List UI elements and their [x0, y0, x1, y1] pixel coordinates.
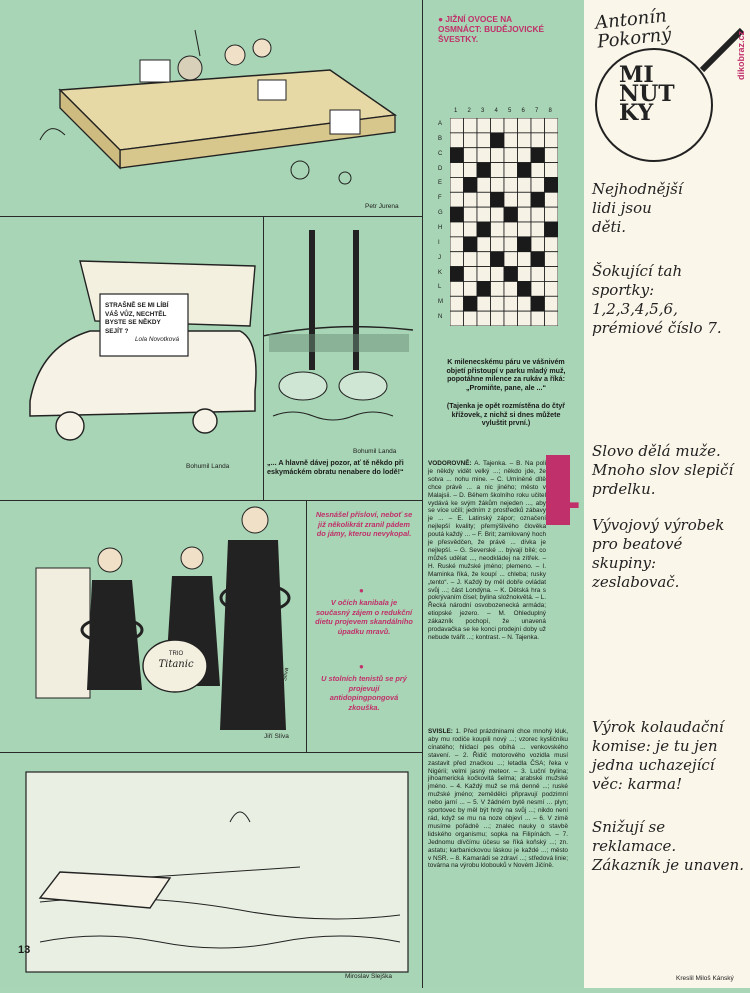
- crossword-black-cell: [545, 177, 559, 192]
- crossword-column-label: 1: [454, 108, 458, 114]
- crossword-cell: [504, 281, 518, 296]
- crossword-cell: [491, 207, 505, 222]
- crossword-cell: [545, 237, 559, 252]
- crossword-cell: [464, 207, 478, 222]
- crossword-cell: [477, 133, 491, 148]
- bullet-icon: ●: [359, 662, 364, 671]
- crossword-cell: [518, 252, 532, 267]
- crossword-cell: [531, 311, 545, 326]
- crossword-black-cell: [477, 163, 491, 178]
- crossword-cell: [504, 163, 518, 178]
- minutky-author: Antonín Pokorný: [594, 5, 673, 53]
- crossword-black-cell: [450, 267, 464, 282]
- crossword-cell: [518, 192, 532, 207]
- crossword-cell: [491, 177, 505, 192]
- crossword-cell: [518, 296, 532, 311]
- crossword-cell: [450, 311, 464, 326]
- across-text: A. Tajenka. – B. Na poli je někdy vidět velký ...; někdo jde, že sotva ... nohu mine. – C. Umíněné dítě chce právě ... a nic jiného; město v Malajsii. – D. Během školního roku učitel vydává ke svým žákům nejeden ..., aby se více učili; jedním z prostředků zábavy je ... – E. Latinský zápor; označení nejlepší kvality; přemýšlivého člověka poutá každý ... – F. Brit; zamilovaný hoch je přesvědčen, že právě ... dívka je nejlepší. – G. Severské ... bývají bílé; co můžeš udělat ..., neodkládej na zítřek. – H. Ruské mužské jméno; plemeno. – I. Maminka říká, že koupí ... chleba; rusky „tento“. – J. Každý by měl dobře ovládat svůj ...; část Londýna. – K. Dětská hra s pokrývaním čísel; bylina složnokvětá. – L. Řecká národní osvobozenecká armáda; etiopské jezero. – M. Ohleduplný zákazník pochopí, že unavená prodavačka se ke konci prodejní doby už nebude tvářit ...; kontrast. – N. Tajenka.: [428, 460, 546, 641]
- minutky-item: Výrok kolaudační komise: je tu jen jedna uchazející věc: karma!: [592, 718, 724, 793]
- proverb-2: V očích kanibala je současný zájem o redukční dietu projevem skandálního úpadku mravů.: [315, 598, 413, 636]
- crossword-row-label: A: [438, 121, 443, 127]
- crossword-black-cell: [477, 222, 491, 237]
- page-number: 13: [18, 944, 31, 956]
- crossword-row-label: B: [438, 135, 443, 142]
- crossword-note: (Tajenka je opět rozmístěna do čtyř křížovek, z nichž si dnes můžete vyluštit první.): [446, 402, 566, 428]
- crossword-cell: [531, 281, 545, 296]
- crossword-row-label: H: [438, 225, 443, 231]
- crossword-cell: [504, 118, 518, 133]
- crossword-black-cell: [531, 296, 545, 311]
- crossword-column-label: 5: [508, 108, 512, 114]
- crossword-cell: [491, 267, 505, 282]
- crossword-cell: [504, 237, 518, 252]
- minutky-item: Vývojový výrobek pro beatové skupiny: zeslabovač.: [592, 516, 725, 591]
- bullet-icon: ●: [359, 586, 364, 595]
- minutky-item: Šokující tah sportky: 1,2,3,4,5,6, prémiové číslo 7.: [592, 262, 722, 337]
- crossword-cell: [531, 163, 545, 178]
- crossword-cell: [545, 252, 559, 267]
- crossword-cell: [545, 207, 559, 222]
- crossword-cell: [450, 281, 464, 296]
- crossword-cell: [477, 252, 491, 267]
- crossword-cell: [504, 252, 518, 267]
- crossword-cell: [504, 296, 518, 311]
- crossword-cell: [518, 267, 532, 282]
- crossword-row-label: F: [438, 195, 442, 202]
- crossword-cell: [545, 267, 559, 282]
- cartoon-credit: Jiří Slíva: [264, 733, 289, 740]
- crossword-black-cell: [518, 281, 532, 296]
- crossword-cell: [491, 163, 505, 178]
- cartoon-trio-titanic: [0, 500, 306, 752]
- crossword-black-cell: [545, 222, 559, 237]
- divider: [422, 0, 423, 988]
- crossword-number: 1: [549, 457, 581, 520]
- crossword-cell: [464, 133, 478, 148]
- crossword-cell: [477, 311, 491, 326]
- crossword-cell: [450, 222, 464, 237]
- site-logo: dikobraz.cz: [736, 30, 746, 80]
- clues-across: [428, 460, 546, 642]
- crossword-row-label: L: [438, 284, 442, 291]
- crossword-cell: [450, 177, 464, 192]
- crossword-cell: [491, 148, 505, 163]
- crossword-cell: [518, 177, 532, 192]
- crossword-cell: [504, 148, 518, 163]
- proverb-3: U stolních tenistů se prý projevují antidopingpongová zkouška.: [321, 674, 407, 712]
- boat-drawing: [0, 752, 422, 988]
- across-label: VODOROVNĚ:: [428, 460, 472, 467]
- clues-down: [428, 728, 568, 870]
- crossword-row-label: G: [438, 210, 443, 217]
- crossword-cell: [504, 177, 518, 192]
- crossword-cell: [545, 163, 559, 178]
- note-line: STRAŠNĚ SE MI LÍBÍ: [105, 302, 169, 309]
- cartoon-credit: Miroslav Slejška: [345, 973, 392, 980]
- crossword-black-cell: [491, 192, 505, 207]
- windshield-note: [105, 302, 179, 345]
- minutky-item: Snižují se reklamace. Zákazník je unaven.: [592, 818, 744, 874]
- proverbs-box: [306, 500, 422, 752]
- crossword-cell: [531, 133, 545, 148]
- crossword-row-label: C: [438, 150, 443, 157]
- crossword-intro: K milenecskému páru ve vášnivém objetí přistoupí v parku mladý muž, popotáhne milence za rukáv a říká: „Promiňte, pane, ale ...“: [446, 358, 566, 392]
- down-text: 1. Před prázdninami chce mnohý kluk, aby mu rodiče koupili nový ...; vzorec kysličníku cínatého; hlídací pes obíhá ... venkovského stavení. – 2. Řidič motorového vozidla musí zastavit před značkou ...; letadla ČSA; řeka v Nigérii; velmi jasný meteor. – 3. Luční bylina; jihoamerická kočkovitá šelma; arabské mužské jméno. – 4. Každý muž se má denně ...; ruské mužské jméno; zemědělci připravují podzimní nebo jarní ... – 5. V žádném bytě nesmí ... plyn; sportovec by měl být hrdý na svůj ...; nikdo není rád, když se mu na noze objeví ... – 6. V zimě musíme pořádně ...; znalec nauky o stavbě lidského organismu; sopka na Filipínách. – 7. Jednomu dívčímu účesu se říká koňský ...; zn. astatu; karbanickovou láskou je každé ...; město v NSR. – 8. Kamarádi se zdraví ...; středová linie; továrna na výrobu klobouků v Novém Jičíně.: [428, 728, 569, 870]
- crossword-cell: [477, 207, 491, 222]
- car-drawing: [0, 216, 263, 500]
- crossword-cell: [531, 222, 545, 237]
- drum-text: Titanic: [158, 659, 194, 670]
- crossword-grid: [450, 118, 558, 326]
- minutky-item: Slovo dělá muže. Mnoho slov slepičí prdelku.: [592, 442, 734, 498]
- minutky-credit: Kreslil Miloš Kánský: [676, 975, 734, 982]
- crossword-cell: [464, 118, 478, 133]
- note-line: SEJÍT ?: [105, 327, 129, 335]
- crossword-headline: [438, 14, 548, 44]
- crossword-cell: [477, 148, 491, 163]
- crossword-cell: [491, 311, 505, 326]
- crossword-column-label: 2: [467, 108, 471, 114]
- cartoon-car: [0, 216, 263, 500]
- drum-label: [158, 650, 194, 670]
- crossword-cell: [518, 207, 532, 222]
- note-line: BYSTE SE NĚKDY: [105, 319, 161, 326]
- crossword-cell: [464, 311, 478, 326]
- crossword-cell: [504, 192, 518, 207]
- crossword-cell: [491, 118, 505, 133]
- crossword-cell: [531, 177, 545, 192]
- crossword-row-label: K: [438, 269, 443, 276]
- artist-signature: Slíva: [282, 667, 291, 682]
- crossword-black-cell: [504, 267, 518, 282]
- minutky-column: [584, 0, 750, 988]
- headline-text: JIŽNÍ OVOCE NA OSMNÁCT: BUDĚJOVICKÉ ŠVESTKY.: [438, 14, 545, 44]
- minutky-item: Nejhodnější lidi jsou děti.: [592, 180, 683, 236]
- crossword-cell: [545, 192, 559, 207]
- trio-drawing: [0, 500, 306, 752]
- crossword-cell: [545, 311, 559, 326]
- crossword-cell: [518, 222, 532, 237]
- crossword-cell: [464, 281, 478, 296]
- note-signature: Lola Novotková: [135, 336, 180, 343]
- crossword-cell: [504, 133, 518, 148]
- crossword-column-label: 8: [548, 108, 552, 114]
- crossword-cell: [464, 192, 478, 207]
- crossword-cell: [545, 118, 559, 133]
- cartoon-boat: [0, 752, 422, 988]
- crossword-black-cell: [464, 237, 478, 252]
- crossword-cell: [545, 281, 559, 296]
- crossword-column-label: 6: [521, 108, 525, 114]
- cartoon-credit: Bohumil Landa: [353, 448, 397, 455]
- crossword-cell: [450, 296, 464, 311]
- crossword-cell: [477, 296, 491, 311]
- title-part: NUT: [619, 81, 675, 107]
- crossword-black-cell: [531, 192, 545, 207]
- crossword-cell: [545, 148, 559, 163]
- crossword-row-label: I: [438, 239, 440, 246]
- crossword-row-label: E: [438, 180, 443, 187]
- crossword-cell: [491, 281, 505, 296]
- crossword-black-cell: [464, 177, 478, 192]
- crossword-cell: [464, 252, 478, 267]
- crossword-black-cell: [464, 296, 478, 311]
- crossword-cell: [491, 237, 505, 252]
- crossword-cell: [531, 237, 545, 252]
- crossword-cell: [491, 296, 505, 311]
- crossword-row-label: N: [438, 314, 443, 321]
- crossword-black-cell: [477, 281, 491, 296]
- crossword-cell: [531, 118, 545, 133]
- crossword-cell: [450, 118, 464, 133]
- crossword-cell: [464, 163, 478, 178]
- cartoon-credit: Petr Jurena: [365, 203, 399, 210]
- crossword-cell: [545, 296, 559, 311]
- crossword-cell: [477, 237, 491, 252]
- bullet-icon: ●: [438, 14, 446, 24]
- crossword-black-cell: [450, 207, 464, 222]
- crossword-column-label: 7: [535, 108, 539, 114]
- fish-caption: „... A hlavně dávej pozor, ať tě někdo při eskymáckém obratu nenabere do lodě!“: [267, 458, 404, 476]
- cartoon-sandbox: [0, 0, 422, 216]
- crossword-cell: [450, 237, 464, 252]
- crossword-cell: [450, 133, 464, 148]
- crossword-cell: [518, 148, 532, 163]
- crossword-cell: [477, 118, 491, 133]
- crossword-row-label: M: [438, 299, 443, 306]
- crossword-cell: [491, 222, 505, 237]
- crossword-cell: [450, 192, 464, 207]
- crossword-column-label: 4: [494, 108, 498, 114]
- crossword-black-cell: [504, 207, 518, 222]
- crossword-black-cell: [491, 252, 505, 267]
- crossword-cell: [518, 118, 532, 133]
- crossword-cell: [477, 267, 491, 282]
- crossword-cell: [477, 192, 491, 207]
- crossword-cell: [531, 207, 545, 222]
- crossword-cell: [464, 148, 478, 163]
- drum-text: TRIO: [168, 651, 184, 657]
- crossword-black-cell: [531, 148, 545, 163]
- crossword-black-cell: [450, 148, 464, 163]
- cartoon-credit: Bohumil Landa: [186, 463, 230, 470]
- crossword-cell: [518, 133, 532, 148]
- crossword-cell: [450, 163, 464, 178]
- crossword-black-cell: [518, 237, 532, 252]
- note-line: VÁŠ VŮZ, NECHTĚL: [105, 310, 167, 318]
- fish-drawing: [263, 216, 422, 446]
- title-part: KY: [619, 100, 654, 126]
- crossword-cell: [504, 222, 518, 237]
- down-label: SVISLE:: [428, 728, 453, 735]
- crossword-cell: [545, 133, 559, 148]
- crossword-black-cell: [531, 252, 545, 267]
- title-part: MI: [619, 62, 654, 88]
- crossword-cell: [477, 177, 491, 192]
- proverb-1: Nesnášel přísloví, neboť se již několikrát zranil pádem do jámy, kterou nevykopal.: [315, 510, 413, 538]
- minutky-title: [619, 62, 675, 126]
- crossword-black-cell: [518, 163, 532, 178]
- sandbox-drawing: [0, 0, 422, 216]
- crossword-cell: [464, 267, 478, 282]
- crossword-black-cell: [491, 133, 505, 148]
- crossword-cell: [531, 267, 545, 282]
- crossword-row-label: J: [438, 254, 441, 261]
- crossword-column-label: 3: [481, 108, 485, 114]
- crossword-cell: [518, 311, 532, 326]
- cartoon-fish: [263, 216, 422, 500]
- crossword-cell: [504, 311, 518, 326]
- crossword-cell: [450, 252, 464, 267]
- crossword-cell: [464, 222, 478, 237]
- crossword-row-label: D: [438, 165, 443, 172]
